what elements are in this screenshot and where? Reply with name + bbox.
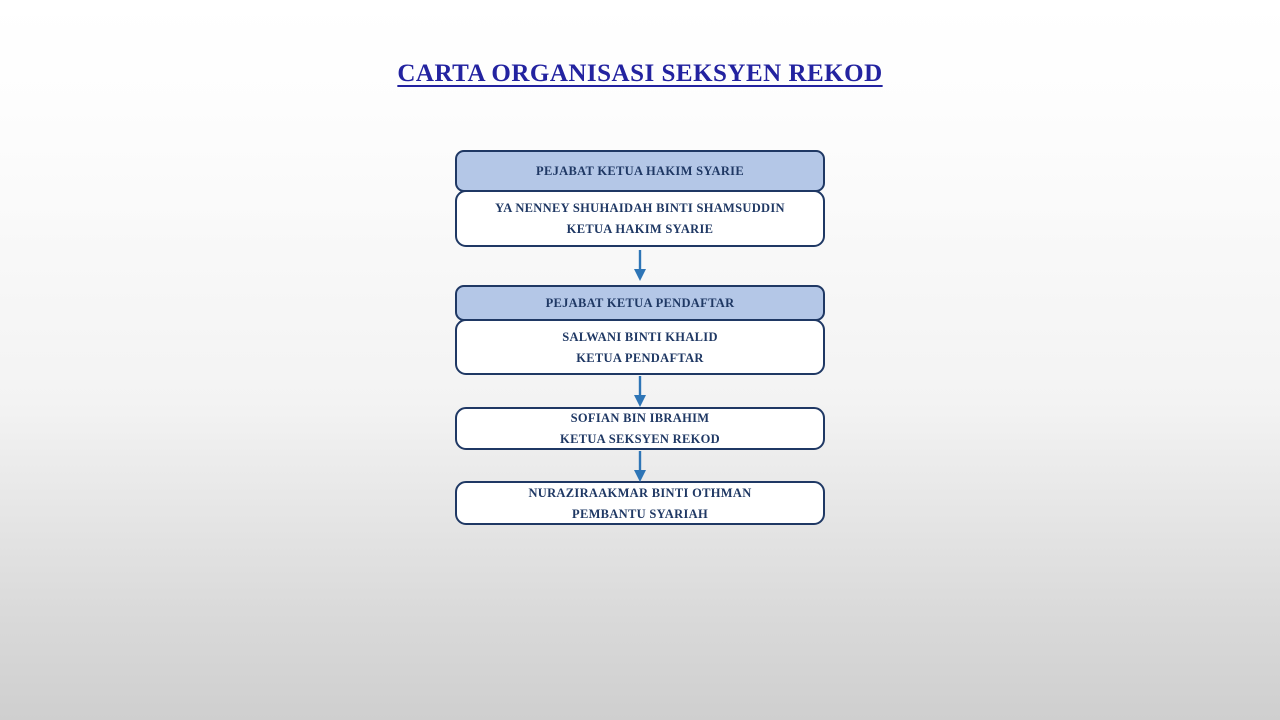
person-name: NURAZIRAAKMAR BINTI OTHMAN [528,485,752,500]
page-title: CARTA ORGANISASI SEKSYEN REKOD [397,60,883,87]
org-node-person-seksyen-rekod [455,407,825,450]
person-role: PEMBANTU SYARIAH [572,506,708,521]
person-name: YA NENNEY SHUHAIDAH BINTI SHAMSUDDIN [495,201,785,215]
office-label: PEJABAT KETUA HAKIM SYARIE [536,163,744,178]
org-node-person-pendaftar [455,319,825,375]
person-role: KETUA SEKSYEN REKOD [560,432,720,446]
org-node-office-hakim-syarie [455,150,825,192]
org-node-person-hakim-syarie [455,190,825,247]
org-node-office-pendaftar [455,285,825,321]
down-arrow-icon [632,376,648,407]
down-arrow-icon [632,451,648,482]
person-role: KETUA HAKIM SYARIE [566,222,714,236]
office-label: PEJABAT KETUA PENDAFTAR [545,295,735,310]
person-name: SALWANI BINTI KHALID [562,329,718,344]
org-node-person-pembantu-syariah [455,481,825,525]
person-name: SOFIAN BIN IBRAHIM [570,411,710,425]
down-arrow-icon [632,250,648,281]
person-role: KETUA PENDAFTAR [576,350,704,365]
